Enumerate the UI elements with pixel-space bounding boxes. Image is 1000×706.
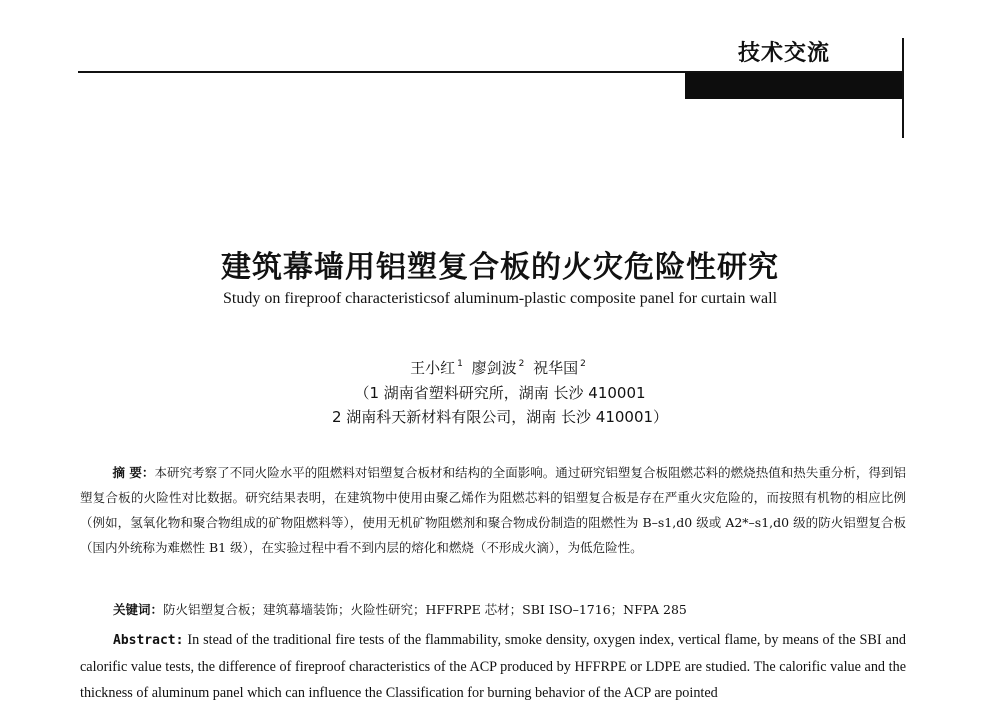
abstract-chinese-label: 摘 要： <box>112 465 155 480</box>
author-affiliation-mark: 2 <box>580 359 586 369</box>
abstract-chinese <box>80 460 906 560</box>
section-tag: 技术交流 <box>738 41 831 66</box>
author-name: 廖剑波 <box>471 359 517 377</box>
affiliation-1: （1 湖南省塑料研究所，湖南 长沙 410001 <box>354 384 646 402</box>
author-affiliation-mark: 2 <box>518 359 525 369</box>
author-affiliation-mark: 1 <box>457 359 463 369</box>
author-name: 祝华国 <box>533 359 579 377</box>
author-list <box>0 357 1000 378</box>
abstract-english <box>80 627 906 706</box>
abstract-english-label: Abstract: <box>113 633 184 648</box>
header-black-bar <box>685 73 904 99</box>
title-chinese: 建筑幕墙用铝塑复合板的火灾危险性研究 <box>221 250 779 285</box>
keywords-text: 防火铝塑复合板；建筑幕墙装饰；火险性研究；HFFRPE 芯材；SBI ISO–1716；NFPA 285 <box>163 602 687 617</box>
author-name: 王小红 <box>410 359 456 377</box>
affiliation-2: 2 湖南科天新材料有限公司，湖南 长沙 410001） <box>331 408 669 426</box>
keywords <box>113 600 913 618</box>
title-english: Study on fireproof characteristicsof aluminum-plastic composite panel for curtain wall <box>222 290 778 307</box>
header-vertical-rule <box>902 38 904 138</box>
abstract-english-text: In stead of the traditional fire tests of the flammability, smoke density, oxygen index, vertical flame, by means of the SBI and calorific value tests, the difference of fireproof characteristics of the ACP produced by HFFRPE or LDPE are studied. The calorific value and the thickness of aluminum panel which can influence the Classification for burning behavior of the ACP are pointed <box>80 632 907 701</box>
abstract-chinese-text: 本研究考察了不同火险水平的阻燃料对铝塑复合板材和结构的全面影响。通过研究铝塑复合板阻燃芯料的燃烧热值和热失重分析，得到铝塑复合板的火险性对比数据。研究结果表明，在建筑物中使用由聚乙烯作为阻燃芯料的铝塑复合板是存在严重火灾危险的，而按照有机物的相应比例（例如，氢氧化物和聚合物组成的矿物阻燃料等），使用无机矿物阻燃剂和聚合物成份制造的阻燃性为 B–s1,d0 级或 A2*–s1,d0 级的防火铝塑复合板（国内外统称为难燃性 B1 级），在实验过程中看不到内层的熔化和燃烧（不形成火滴），为低危险性。 <box>80 465 906 555</box>
keywords-label: 关键词： <box>113 602 164 617</box>
